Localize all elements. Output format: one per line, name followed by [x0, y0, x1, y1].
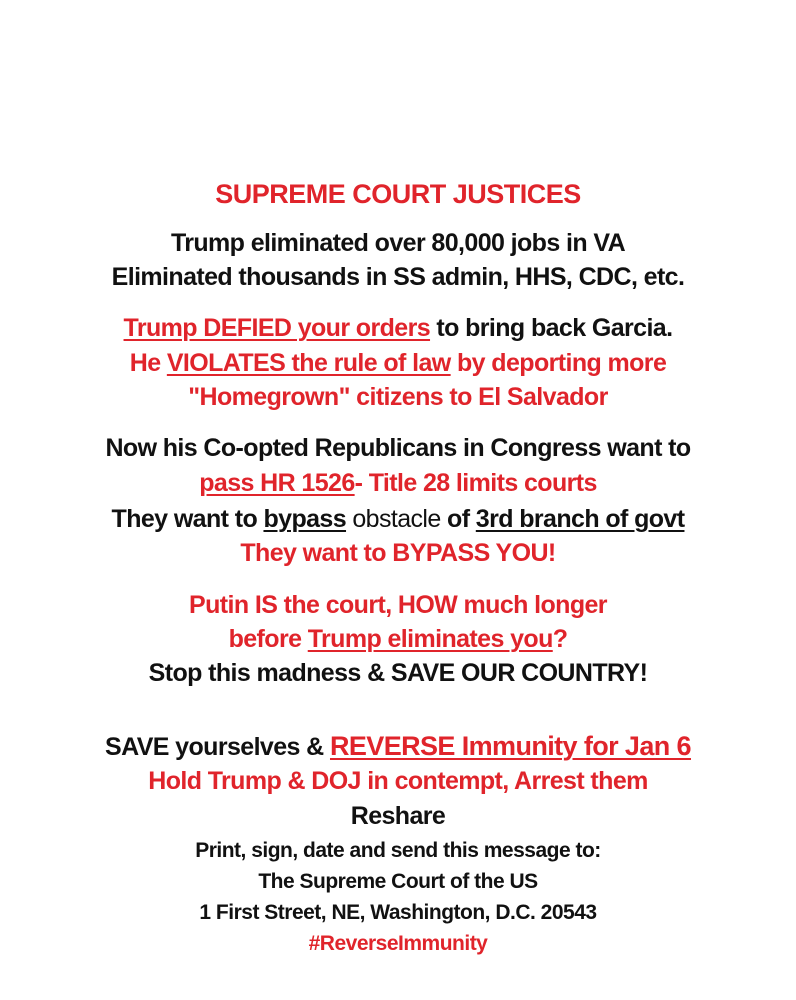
- reshare-text: Reshare: [350, 802, 446, 830]
- trump-eliminates-you-link[interactable]: Trump eliminates you: [307, 625, 553, 653]
- garcia-line-2-rest: by deporting more: [450, 349, 667, 377]
- garcia-line-2: [0, 351, 796, 376]
- heading: SUPREME COURT JUSTICES: [215, 179, 581, 209]
- garcia-line-1-rest: to bring back Garcia.: [430, 314, 673, 342]
- jobs-line-2: Eliminated thousands in SS admin, HHS, CDC, etc.: [111, 263, 685, 291]
- violates-rule-of-law-link[interactable]: VIOLATES the rule of law: [166, 349, 451, 377]
- putin-line-1: Putin IS the court, HOW much longer: [189, 591, 607, 619]
- garcia-line-3: "Homegrown" citizens to El Salvador: [188, 383, 608, 411]
- garcia-line-2-prefix: He: [129, 349, 167, 377]
- of-text: of: [447, 505, 476, 533]
- congress-line-3-prefix: They want to: [111, 505, 264, 533]
- bypass-text: bypass: [263, 505, 347, 533]
- congress-line-2-rest: - Title 28 limits courts: [354, 469, 597, 497]
- putin-line-2: [0, 627, 796, 652]
- mail-instruction: Print, sign, date and send this message to:: [195, 839, 601, 862]
- garcia-line-1: [0, 316, 796, 341]
- defied-orders-link[interactable]: Trump DEFIED your orders: [123, 314, 431, 342]
- putin-line-3: Stop this madness & SAVE OUR COUNTRY!: [148, 659, 648, 687]
- congress-line-4: They want to BYPASS YOU!: [240, 539, 556, 567]
- putin-line-2-question: ?: [552, 625, 568, 653]
- putin-line-2-prefix: before: [228, 625, 308, 653]
- third-branch-text: 3rd branch of govt: [475, 505, 685, 533]
- pass-hr-1526-link[interactable]: pass HR 1526: [199, 469, 355, 497]
- hashtag-reverse-immunity[interactable]: #ReverseImmunity: [308, 932, 488, 955]
- jobs-line-1: Trump eliminated over 80,000 jobs in VA: [170, 229, 626, 257]
- congress-line-2: [0, 471, 796, 496]
- obstacle-text: obstacle: [346, 505, 448, 533]
- action-line-2: Hold Trump & DOJ in contempt, Arrest them: [148, 767, 648, 795]
- mail-recipient: The Supreme Court of the US: [258, 870, 538, 893]
- congress-line-1: Now his Co-opted Republicans in Congress want to: [105, 434, 691, 462]
- mail-address: 1 First Street, NE, Washington, D.C. 20543: [199, 901, 597, 924]
- action-line-1: [0, 733, 796, 760]
- reverse-immunity-link[interactable]: REVERSE Immunity for Jan 6: [329, 731, 691, 761]
- action-line-1-prefix: SAVE yourselves &: [105, 733, 330, 761]
- congress-line-3: [0, 507, 796, 532]
